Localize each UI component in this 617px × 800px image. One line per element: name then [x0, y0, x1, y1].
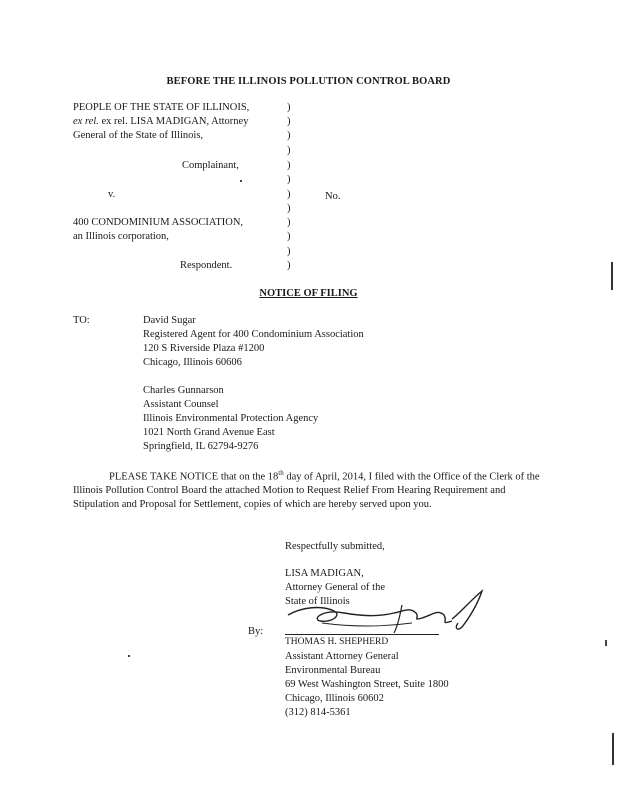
by-label: By:	[248, 626, 264, 637]
recipient-2-line: Illinois Environmental Protection Agency	[143, 413, 319, 424]
signer-address-1: 69 West Washington Street, Suite 1800	[285, 679, 449, 690]
respondent-role: Respondent.	[180, 260, 233, 271]
court-title: BEFORE THE ILLINOIS POLLUTION CONTROL BOARD	[166, 76, 451, 87]
signer-title: Assistant Attorney General	[285, 651, 399, 662]
notice-body-part-2: day of April, 2014, I filed with the Office of the Clerk of the Illinois Pollution Control Board the attached Motion to Request Relief From Hearing Requirement and Stipulation and Proposal for Settlement, copies of which are hereby served upon you.	[73, 471, 540, 510]
signer-name: THOMAS H. SHEPHERD	[285, 637, 389, 647]
scan-speck	[240, 180, 242, 182]
complainant-line-2: ex rel. ex rel. LISA MADIGAN, Attorney	[73, 116, 249, 127]
signature-line	[285, 634, 439, 635]
scan-speck	[128, 655, 130, 657]
scan-edge-mark	[612, 733, 614, 765]
caption-paren: )	[287, 102, 291, 113]
caption-paren: )	[287, 260, 291, 271]
caption-paren: )	[287, 116, 291, 127]
closing: Respectfully submitted,	[285, 541, 385, 552]
to-label: TO:	[73, 315, 90, 326]
complainant-role: Complainant,	[182, 160, 239, 171]
caption-paren: )	[287, 217, 291, 228]
recipient-2-line: Charles Gunnarson	[143, 385, 224, 396]
date-superscript: th	[278, 469, 284, 477]
recipient-1-line: 120 S Riverside Plaza #1200	[143, 343, 265, 354]
signer-bureau: Environmental Bureau	[285, 665, 381, 676]
caption-paren: )	[287, 231, 291, 242]
attorney-general-title-2: State of Illinois	[285, 596, 350, 607]
complainant-line-3: General of the State of Illinois,	[73, 130, 204, 141]
caption-paren: )	[287, 174, 291, 185]
respondent-line-1: 400 CONDOMINIUM ASSOCIATION,	[73, 217, 244, 228]
scan-edge-mark	[611, 262, 613, 290]
recipient-1-line: David Sugar	[143, 315, 196, 326]
notice-body-part-1: PLEASE TAKE NOTICE that on the 18	[109, 471, 279, 483]
notice-title: NOTICE OF FILING	[259, 288, 358, 299]
versus-label: v.	[108, 189, 116, 200]
caption-paren: )	[287, 246, 291, 257]
attorney-general-name: LISA MADIGAN,	[285, 568, 364, 579]
caption-paren: )	[287, 160, 291, 171]
caption-paren: )	[287, 203, 291, 214]
attorney-general-title-1: Attorney General of the	[285, 582, 386, 593]
caption-paren: )	[287, 130, 291, 141]
signer-address-2: Chicago, Illinois 60602	[285, 693, 384, 704]
complainant-line-1: PEOPLE OF THE STATE OF ILLINOIS,	[73, 102, 250, 113]
recipient-2-line: Springfield, IL 62794-9276	[143, 441, 259, 452]
caption-paren: )	[287, 189, 291, 200]
recipient-1-line: Chicago, Illinois 60606	[143, 357, 242, 368]
case-number-label: No.	[325, 191, 341, 202]
recipient-1-line: Registered Agent for 400 Condominium Association	[143, 329, 364, 340]
recipient-2-line: 1021 North Grand Avenue East	[143, 427, 275, 438]
signer-phone: (312) 814-5361	[285, 707, 351, 718]
notice-body	[73, 467, 543, 511]
complainant-line-2-text: ex rel. LISA MADIGAN, Attorney	[101, 116, 249, 127]
respondent-line-2: an Illinois corporation,	[73, 231, 169, 242]
caption-paren: )	[287, 145, 291, 156]
scan-speck	[605, 640, 607, 646]
recipient-2-line: Assistant Counsel	[143, 399, 219, 410]
